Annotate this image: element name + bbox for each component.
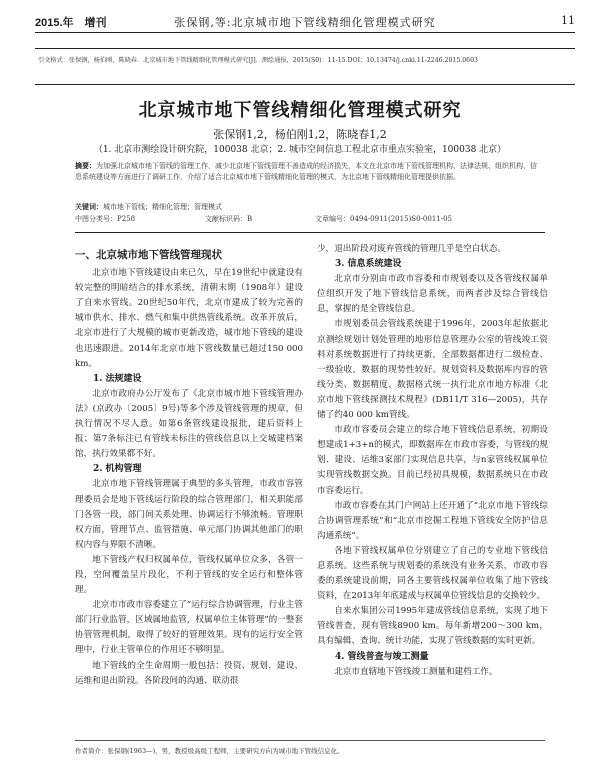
subsection-heading: 4. 管线普查与竣工测量 <box>335 651 429 662</box>
authors: 张保钢1,2，杨伯刚1,2，陈晓春1,2 <box>213 128 387 141</box>
page-number: 11 <box>561 14 575 27</box>
paragraph: 各地下管线权属单位分别建立了自己的专业地下管线信息系统。这些系统与规划委的系统没有业务关系，市政市容委的系统建设前期，同各主要管线权属单位收集了地下管线资料，在2013年年底建成与权属单位管线信息的交换较少。 <box>317 545 548 602</box>
paper-title: 北京城市地下管线精细化管理模式研究 <box>138 100 462 121</box>
paragraph: 自来水集团公司1995年建成管线信息系统，实现了地下管线普查，现有管线8900 km。每年新增200～300 km，具有编辑、查询、统计功能，实现了管线数据的实时更新。 <box>317 606 548 647</box>
affiliations: （1. 北京市测绘设计研究院，100038 北京；2. 城市空间信息工程北京市重点实验室，100038 北京） <box>93 145 507 155</box>
page-header <box>35 8 575 30</box>
clc-number: 中图分类号：P258 <box>75 215 136 223</box>
footnote-rule <box>75 740 545 741</box>
citation-rule-bottom <box>35 84 575 85</box>
header-rule <box>35 32 575 33</box>
journal-year-issue: 2015.年 增刊 <box>35 17 107 29</box>
keywords-label: 关键词： <box>75 202 103 211</box>
paragraph: 市政市容委在其门户网站上还开通了“北京市地下管线综合协调管理系统”和“北京市挖掘工程地下管线安全防护信息沟通系统”。 <box>317 500 548 541</box>
classification-line <box>75 214 540 226</box>
paragraph: 少，退出阶段对废弃管线的管理几乎是空白状态。 <box>317 244 507 254</box>
citation-rule-top <box>35 48 575 49</box>
abstract-label: 摘要： <box>75 161 96 170</box>
paragraph: 地下管线产权归权属单位，管线权属单位众多，各管一段，空间覆盖呈片段化，不利于管线的安全运行和整体管理。 <box>75 554 303 596</box>
document-code: 文献标识码：B <box>205 215 253 223</box>
right-column <box>317 242 548 680</box>
paragraph: 北京市地下管线管理属于典型的多头管理，市政市容管理委员会是地下管线运行阶段的综合管理部门，相关职能部门各管一段，部门间关系处理、协调运行不够流畅。管理职权方面，管理节点、监管措施、单元部门协调其他部门的职权内容与界限不清晰。 <box>75 479 303 550</box>
left-column <box>75 246 303 689</box>
section-1-heading: 一、北京城市地下管线管理现状 <box>75 249 222 261</box>
subsection-heading: 2. 机构管理 <box>93 464 142 475</box>
paragraph: 市政市容委员会建立的综合地下管线信息系统，初期设想建成1+3+n的模式，即数据库在市政市容委，与管线的规划、建设、运维3家部门实现信息共享，与n家管线权属单位实现管线数据交换。目前已经初具规模，数据系统只在市政市容委运行。 <box>317 425 548 496</box>
abstract <box>75 160 540 183</box>
running-title: 张保钢,等:北京城市地下管线精细化管理模式研究 <box>174 16 436 29</box>
author-footnote: 作者简介：张保钢(1963—)，男，教授级高级工程师，主要研究方向为城市地下管线信息化。 <box>75 747 344 755</box>
paragraph: 市规划委员会管线系统建于1996年，2003年起依据北京测绘规划计划处管理的地形信息管理办公室的管线竣工资料对系统数据进行了持续更新，全部数据都进行二级检查、一级验收，数据的现势性较好。规划资料及数据库内容的管线分类、数据精度、数据格式统一执行北京市地方标准《北京市地下管线探测技术规程》(DB11/T 316—2005)，共存储了约40 000 km管线。 <box>317 319 548 421</box>
keywords <box>75 202 540 212</box>
paragraph: 北京市分别由市政市容委和市规划委以及各管线权属单位组织开发了地下管线信息系统，而两者涉及综合管线信息，掌握的是全管线信息。 <box>317 274 548 315</box>
subsection-heading: 3. 信息系统建设 <box>335 259 402 270</box>
paragraph: 北京市直辖地下管线竣工测量和建档工作。 <box>334 666 498 677</box>
subsection-heading: 1. 法规建设 <box>93 373 142 384</box>
article-number: 文章编号：0494-0911(2015)S0-0011-05 <box>315 215 452 223</box>
paragraph: 北京市政府办公厅发布了《北京市城市地下管线管理办法》(京政办〔2005〕9号)等多个涉及管线管理的规章，但执行情况不尽人意。如第6条管线建设报批，建后资料上报；第7条标注已有管线未标注的管线信息以上交城建档案馆，执行效果都不好。 <box>75 388 303 460</box>
paragraph: 地下管线的全生命周期一般包括：投资、规划、建设、运维和退出阶段。各阶段间的沟通、联动很 <box>75 660 303 686</box>
paragraph: 北京市地下管线建设由来已久，早在19世纪中就建设有较完整的明暗结合的排水系统，清朝末期（1908年）建设了自来水管线。20世纪50年代，北京市建成了较为完善的城市供水、排水、燃气和集中供热管线系统。改革开放后，北京市进行了大规模的城市更新改造，城市地下管线的建设也迅速跟进。2014年北京市地下管线数量已超过150 000 km。 <box>75 268 303 369</box>
abstract-text: 为加强北京城市地下管线的管理工作，减少北京地下管线管理不善造成的经济损失，本文在北京市地下管线管理机构、法律法规、组织机构、信息系统建设等方面进行了调研工作，介绍了适合北京城市地下管线精细化管理的模式，为北京地下管线精细化管理提供依据。 <box>75 162 537 181</box>
paragraph: 北京市市政市容委建立了“运行综合协调管理，行业主管部门行业监管，区域属地监管，权属单位主体管理”的一整套协管管理机制，取得了较好的管理效果。现有的运行安全管理中，行业主管单位的作用还不够明显。 <box>75 600 303 656</box>
citation-format: 引文格式：张保钢，杨伯刚，陈晓春．北京城市地下管线精细化管理模式研究[J]．测绘通报，2015(S0)：11-15.DOI：10.13474/j.cnki.11-2246.2015.0603 <box>38 57 478 64</box>
keywords-text: 城市地下管线；精细化管理；管理模式 <box>103 203 222 211</box>
abstract-rule <box>75 232 545 233</box>
